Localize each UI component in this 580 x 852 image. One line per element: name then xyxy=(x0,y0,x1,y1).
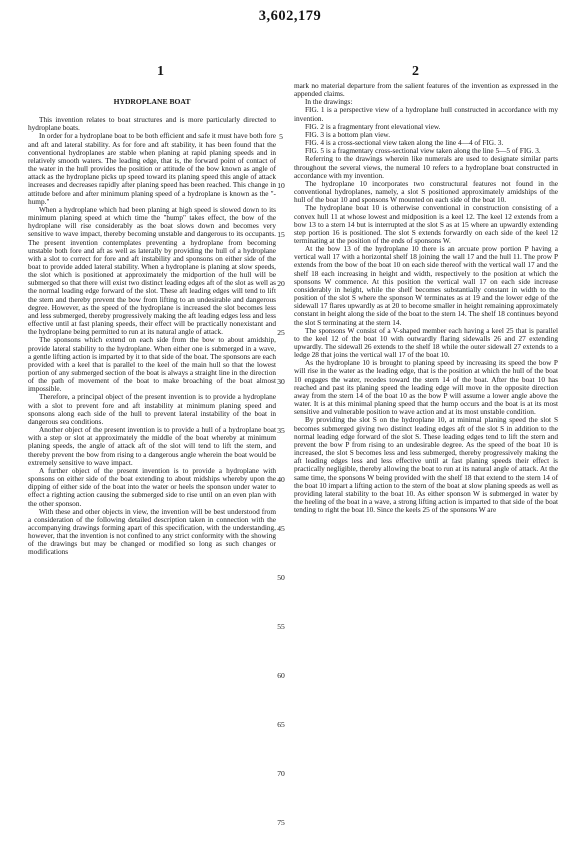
line-number: 40 xyxy=(277,475,285,484)
figure-description: FIG. 5 is a fragmentary cross-sectional view taken along the line 5—5 of FIG. 3. xyxy=(305,146,541,156)
left-column-number: 1 xyxy=(157,64,164,79)
line-number: 60 xyxy=(277,671,285,680)
paragraph: Another object of the present invention is to provide a hull of a hydroplane boat with a step or slot at approximately the middle of the boat whereby at minimum planing speeds, the angle of attack aft of the slot will tend to lift the stern, and thereby prevent the bow from rising to a dangerous angle wherein the boat would be extremely sensitive to wave impact. xyxy=(28,425,276,467)
figure-description: FIG. 4 is a cross-sectional view taken along the line 4—4 of FIG. 3. xyxy=(305,138,504,148)
paragraph: By providing the slot S on the hydroplane 10, at minimal planing speed the slot S becomes submerged giving two distinct leading edges aft of the slot S in addition to the normal leading edge forward of the slot S. These leading edges tend to lift the stern and prevent the bow P from rising to an undesirable degree. As the speed of the boat 10 is increased, the slot S becomes less and less submerged, thereby progressively making the aft leading edges less and less effective until at fast planing speeds their effect is practically negligible, thereby allowing the boat to run at its natural angle of attack. At the same time, the sponsons W being provided with the shelf 18 that extend to the stern 14 of the boat 10 impart a lifting action to the stern of the boat at slow planing speeds as well as providing lateral stability to the boat 10. As either sponson W is submerged in water by the heeling of the boat in a wave, a strong lifting action is imparted to that side of the boat tending to right the boat 10. Since the keels 25 of the sponsons W are xyxy=(294,415,558,515)
paragraph: The sponsons which extend on each side from the bow to about amidship, provide lateral stability to the hydroplane. When either one is submerged in a wave, a gentle lifting action is imparted by it to that side of the boat. The sponsons are each provided with a keel that is parallel to the keel of the main hull so that the lowest portion of any submerged section of the boat is always a straight line in the direction of the path of movement of the boat to make broaching of the boat almost impossible. xyxy=(28,335,276,394)
line-number: 50 xyxy=(277,573,285,582)
line-number: 10 xyxy=(277,181,285,190)
paragraph: At the bow 13 of the hydroplane 10 there is an arcuate prow portion P having a vertical wall 17 with a horizontal shelf 18 joining the wall 17 and the hull 11. The prow P extends from the bow of the boat 10 on each side thereof with the vertical wall 17 and the shelf 18 each increasing in height and width, respectively to the position at which the sponsons W commence. At this position the vertical wall 17 on each side increase considerably in height, while the shelf becomes substantially constant in width to the position of the slot S where the sponson W terminates as at 19 and the lower edge of the sidewall 17 flares upwardly as at 20 to become smaller in height remaining approximately constant in height along the side of the boat to the stern 14. The shelf 18 continues beyond the slot S terminating at the stern 14. xyxy=(294,244,558,327)
paragraph: When a hydroplane which had been planing at high speed is slowed down to its minimum planing speed at which time the "hump" takes effect, the bow of the hydroplane will rise considerably as the boat slows down and becomes very sensitive to wave impact, thereby becoming unstable and dangerous to its occupants. The present invention contemplates preventing a hydroplane from becoming unstable both fore and aft as well as laterally by providing the hull of a hydroplane with a slot to correct for fore and aft instability and sponsons on either side of the boat to provide added lateral stability. When a hydroplane is planing at slow speeds, the slot which is positioned at approximately the midportion of the hull will be submerged so that there will exist two distinct leading edges aft of the slot as well as the normal leading edge forward of the slot. These aft leading edges will tend to lift the stern and thereby prevent the bow from lifting to an undesirable and dangerous degree. However, as the speed of the hydroplane is increased the slot becomes less and less submerged, thereby progressively making the aft leading edges less and less effective until at fast planing speeds, their effect will be practically nonexistant and the hydroplane being permitted to run at its natural angle of attack. xyxy=(28,204,276,337)
paragraph: mark no material departure from the salient features of the invention as expressed in the appended claims. xyxy=(294,81,558,99)
line-number: 15 xyxy=(277,230,285,239)
paragraph: As the hydroplane 10 is brought to planing speed by increasing its speed the bow P will rise in the water as the leading edge, that is the position at which the hull of the boat 10 engages the water, recedes toward the stern 14 of the boat. After the boat 10 has reached and past its planing speed the leading edge will move in the opposite direction away from the stern 14 of the boat 10 as the bow P will assume a lower angle above the water. It is at this minimal planing speed that the hump occurs and the boat is at its most sensitive and vulnerable position to wave action and at its most unstable condition. xyxy=(294,358,558,417)
line-number: 20 xyxy=(277,279,285,288)
figure-description: FIG. 3 is a bottom plan view. xyxy=(305,129,391,139)
document-title: HYDROPLANE BOAT xyxy=(113,97,191,106)
paragraph: The sponsons W consist of a V-shaped member each having a keel 25 that is parallel to the keel 12 of the boat 10 with outwardly flaring sidewalls 26 and 27 extending upwardly. The sidewall 26 extends to the shelf 18 while the outer sidewall 27 extends to a ledge 28 that joins the vertical wall 17 of the boat 10. xyxy=(294,325,558,360)
paragraph: The hydroplane boat 10 is otherwise conventional in construction consisting of a convex hull 11 at whose lowest and midposition is a keel 12. The keel 12 extends from a bow 13 to a stern 14 but is interrupted at the slot S as at 15 where an upwardly extending step portion 16 is positioned. The slot S extends forwardly on each side of the keel 12 terminating at the position of the ends of sponsons W. xyxy=(294,203,558,245)
figure-description: FIG. 2 is a fragmentary front elevational view. xyxy=(305,121,441,131)
right-column-number: 2 xyxy=(412,64,419,79)
right-column xyxy=(294,82,558,514)
line-number: 70 xyxy=(277,769,285,778)
left-column xyxy=(28,82,276,557)
line-number: 30 xyxy=(277,377,285,386)
line-number: 75 xyxy=(277,818,285,827)
paragraph: The hydroplane 10 incorporates two constructural features not found in the conventional hydroplanes, namely, a slot S positioned approximately amidships of the hull of the boat 10 and sponsons W mounted on each side of the boat 10. xyxy=(294,178,558,205)
line-number: 25 xyxy=(277,328,285,337)
paragraph: With these and other objects in view, the invention will be best understood from a consideration of the following detailed description taken in connection with the accompanying drawings forming apart of this specification, with the understanding, however, that the invention is not confined to any strict conformity with the showing of the drawings but may be changed or modified so long as such changes or modifications xyxy=(28,506,276,557)
line-number: 55 xyxy=(277,622,285,631)
patent-number: 3,602,179 xyxy=(258,8,322,24)
paragraph: In order for a hydroplane boat to be both efficient and safe it must have both fore and aft and lateral stability. As for fore and aft stability, it has been found that the conventional hydroplanes are stable when planing at rapid planing speeds and in relatively smooth waters. The leading edge, that is, the forward point of contact of the water in the hull provides the position or attitude of the bow known as angle of attack as the hydroplane picks up speed toward its planing speed this angle of attack increases and decreases rapidly after planing speed has been reached. This change in attitude before and after minimum planing speed of a hydroplane is known as the "-hump." xyxy=(28,131,276,206)
line-number: 45 xyxy=(277,524,285,533)
paragraph: This invention relates to boat structures and is more particularly directed to hydroplane boats. xyxy=(28,115,276,133)
line-number: 35 xyxy=(277,426,285,435)
line-number: 65 xyxy=(277,720,285,729)
drawings-intro: In the drawings: xyxy=(305,97,353,107)
paragraph: A further object of the present invention is to provide a hydroplane with sponsons on either side of the boat extending to about midships whereby upon the dipping of either side of the boat into the water or heels the sponson under water to effect a righting action causing the submerged side to rise until on an even plan with the other sponson. xyxy=(28,465,276,508)
line-number: 5 xyxy=(279,132,283,141)
paragraph: Referring to the drawings wherein like numerals are used to designate similar parts throughout the several views, the numeral 10 refers to a hydroplane boat constructed in accordance with my invention. xyxy=(294,154,558,180)
paragraph: Therefore, a principal object of the present invention is to provide a hydroplane with a slot to prevent fore and aft instability at minimum planing speed and sponsons along each side of the hull to prevent lateral instability of the boat in dangerous sea conditions. xyxy=(28,392,276,426)
figure-description: FIG. 1 is a perspective view of a hydroplane hull constructed in accordance with my invention. xyxy=(294,105,558,123)
